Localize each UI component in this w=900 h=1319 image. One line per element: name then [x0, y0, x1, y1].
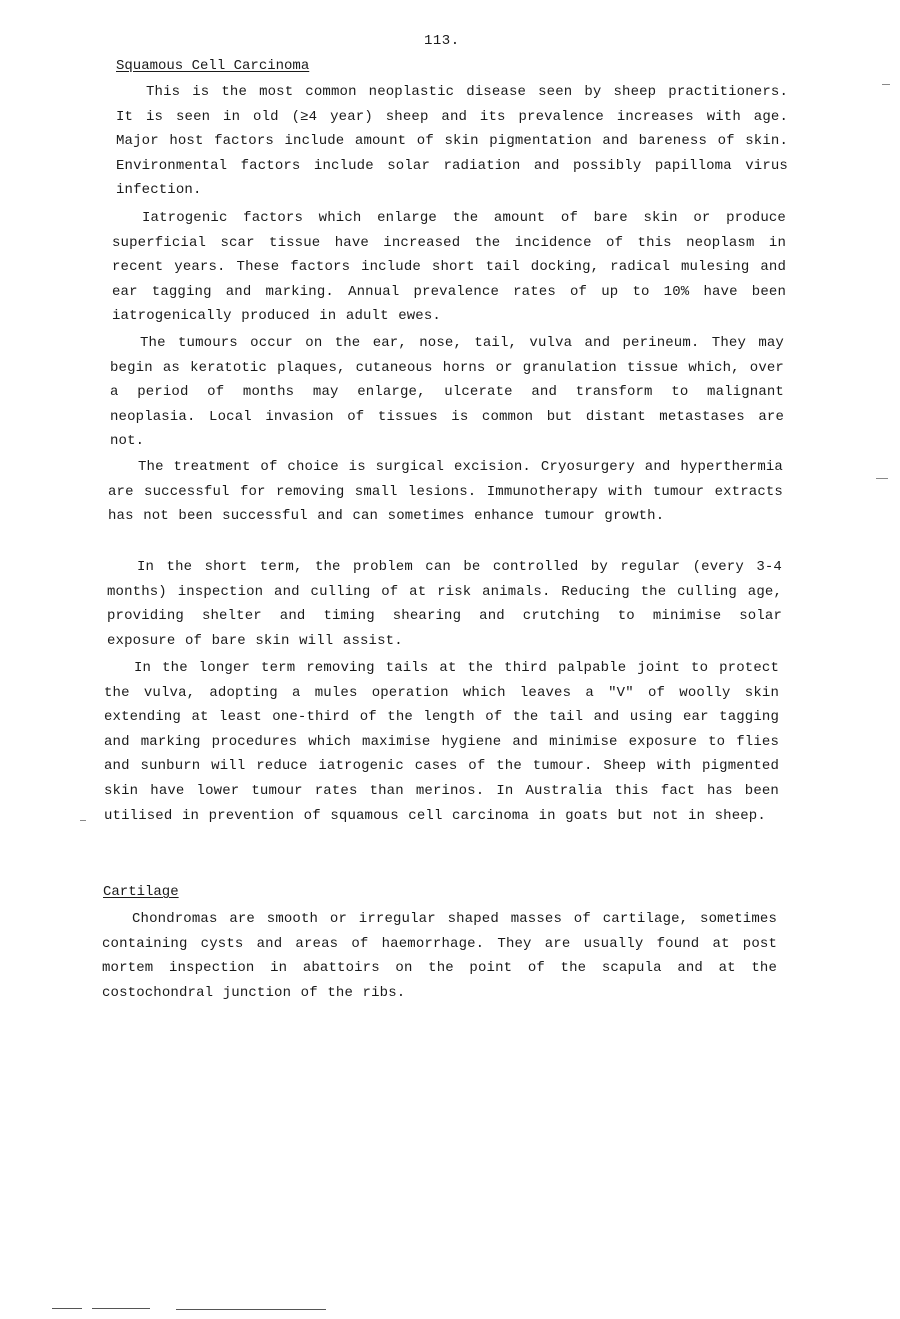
margin-mark [876, 478, 888, 479]
paragraph-overview: This is the most common neoplastic disease seen by sheep practitioners. It is seen in old (≥4 year) sheep and its prevalence increases with age. Major host factors include amount of skin pigmentation and bareness of skin. Environmental factors include solar radiation and possibly papilloma virus infection. [116, 84, 788, 199]
footer-rule [92, 1308, 150, 1309]
paragraph-long-term-prevention: In the longer term removing tails at the third palpable joint to protect the vulva, adopting a mules operation which leaves a "V" of woolly skin extending at least one-third of the length of the tail and using ear tagging and marking procedures which maximise hygiene and minimise exposure to flies and sunburn will reduce iatrogenic cases of the tumour. Sheep with pigmented skin have lower tumour rates than merinos. In Australia this fact has been utilised in prevention of squamous cell carcinoma in goats but not in sheep. [104, 660, 779, 824]
page-number: 113. [424, 33, 460, 49]
margin-mark [882, 84, 890, 85]
footer-rule [52, 1308, 82, 1309]
margin-mark [80, 820, 86, 821]
heading-squamous-cell-carcinoma: Squamous Cell Carcinoma [116, 58, 310, 74]
paragraph-short-term-control: In the short term, the problem can be controlled by regular (every 3-4 months) inspection and culling of at risk animals. Reducing the culling age, providing shelter and timing shearing and crutching to minimise solar exposure of bare skin will assist. [107, 559, 782, 649]
paragraph-iatrogenic-factors: Iatrogenic factors which enlarge the amount of bare skin or produce superficial scar tissue have increased the incidence of this neoplasm in recent years. These factors include short tail docking, radical mulesing and ear tagging and marking. Annual prevalence rates of up to 10% have been iatrogenically produced in adult ewes. [112, 210, 786, 325]
footer-rule [176, 1309, 326, 1310]
paragraph-treatment: The treatment of choice is surgical excision. Cryosurgery and hyperthermia are successful for removing small lesions. Immunotherapy with tumour extracts has not been successful and can sometimes enhance tumour growth. [108, 459, 783, 525]
paragraph-chondromas: Chondromas are smooth or irregular shaped masses of cartilage, sometimes containing cysts and areas of haemorrhage. They are usually found at post mortem inspection in abattoirs on the point of the scapula and at the costochondral junction of the ribs. [102, 911, 777, 1001]
paragraph-tumour-sites: The tumours occur on the ear, nose, tail, vulva and perineum. They may begin as keratotic plaques, cutaneous horns or granulation tissue which, over a period of months may enlarge, ulcerate and transform to malignant neoplasia. Local invasion of tissues is common but distant metastases are not. [110, 335, 784, 450]
heading-cartilage: Cartilage [103, 884, 179, 900]
